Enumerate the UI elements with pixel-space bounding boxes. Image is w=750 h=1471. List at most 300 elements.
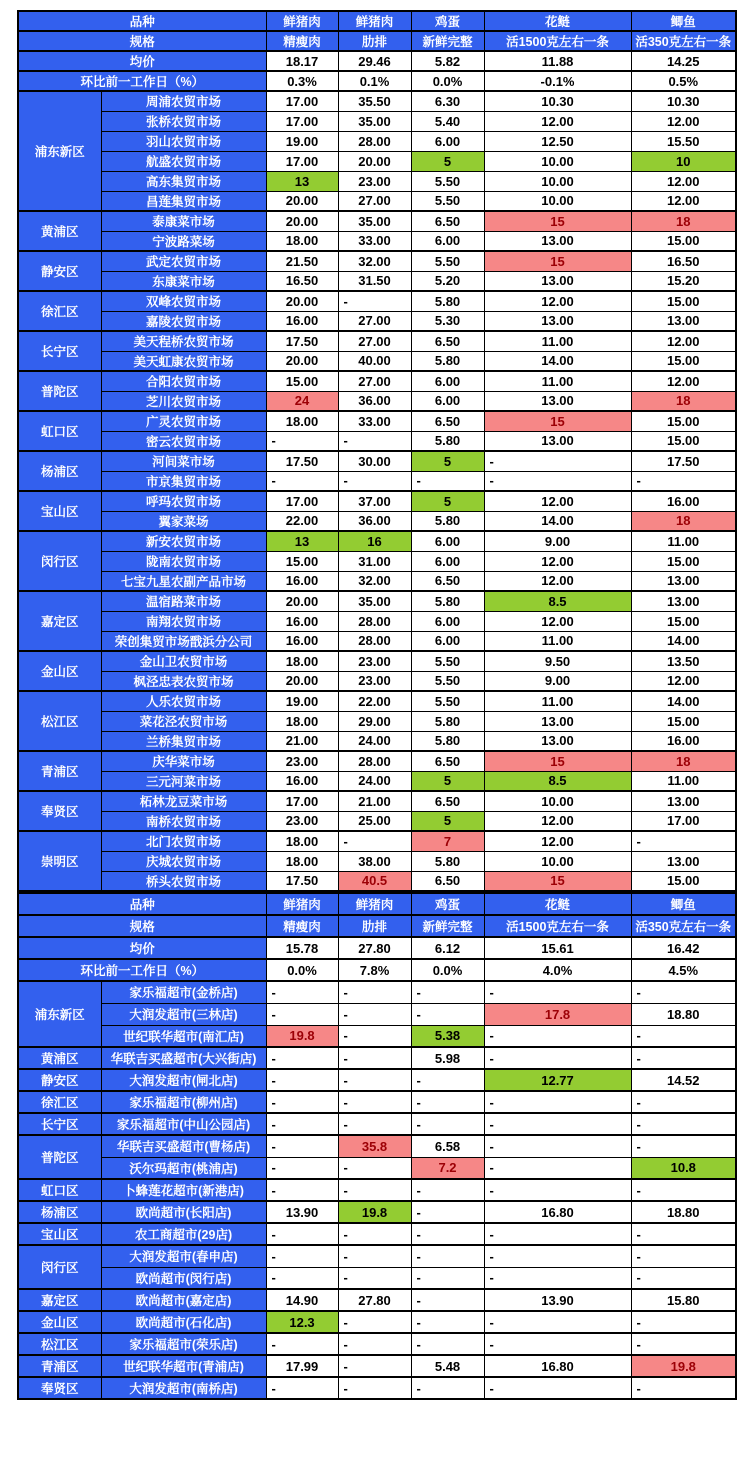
table-row xyxy=(18,511,736,531)
price-cell: - xyxy=(631,1245,736,1267)
table-row xyxy=(18,591,736,611)
price-cell: 32.00 xyxy=(338,251,411,271)
price-cell: 17.00 xyxy=(266,151,338,171)
price-cell: 13.50 xyxy=(631,651,736,671)
district-cell: 松江区 xyxy=(18,691,101,751)
price-cell: - xyxy=(484,1091,631,1113)
price-cell: - xyxy=(411,1333,484,1355)
price-cell: 13.00 xyxy=(484,431,631,451)
table-row xyxy=(18,1245,736,1267)
price-cell: 13.00 xyxy=(631,851,736,871)
price-cell: 22.00 xyxy=(266,511,338,531)
price-cell: - xyxy=(338,1157,411,1179)
table-row xyxy=(18,211,736,231)
market-name-cell: 华联吉买盛超市(曹杨店) xyxy=(101,1135,266,1157)
price-cell: 12.77 xyxy=(484,1069,631,1091)
price-cell: 5 xyxy=(411,151,484,171)
market-name-cell: 美天程桥农贸市场 xyxy=(101,331,266,351)
price-cell: - xyxy=(338,1355,411,1377)
market-name-cell: 温宿路菜市场 xyxy=(101,591,266,611)
price-cell: 17.00 xyxy=(266,111,338,131)
price-cell: - xyxy=(266,1377,338,1399)
price-cell: 6.50 xyxy=(411,571,484,591)
price-cell: 23.00 xyxy=(338,651,411,671)
district-cell: 徐汇区 xyxy=(18,291,101,331)
price-cell: 16.80 xyxy=(484,1201,631,1223)
summary-value-cell: 0.0% xyxy=(411,959,484,981)
market-name-cell: 羽山农贸市场 xyxy=(101,131,266,151)
price-cell: 15 xyxy=(484,871,631,891)
price-cell: 11.00 xyxy=(484,371,631,391)
price-cell: - xyxy=(484,1377,631,1399)
district-cell: 奉贤区 xyxy=(18,1377,101,1399)
table-row xyxy=(18,251,736,271)
price-cell: 5.50 xyxy=(411,691,484,711)
price-cell: 7 xyxy=(411,831,484,851)
price-cell: 11.00 xyxy=(484,691,631,711)
market-name-cell: 昌莲集贸市场 xyxy=(101,191,266,211)
price-cell: 10.00 xyxy=(484,791,631,811)
price-cell: 12.00 xyxy=(484,551,631,571)
summary-value-cell: 6.12 xyxy=(411,937,484,959)
price-cell: 9.00 xyxy=(484,531,631,551)
table-row xyxy=(18,1157,736,1179)
summary-value-cell: 15.78 xyxy=(266,937,338,959)
price-cell: 6.00 xyxy=(411,631,484,651)
price-cell: 16.50 xyxy=(266,271,338,291)
price-cell: 10.30 xyxy=(631,91,736,111)
price-cell: 6.00 xyxy=(411,551,484,571)
price-cell: - xyxy=(338,431,411,451)
price-cell: 6.50 xyxy=(411,331,484,351)
header-value-cell: 活1500克左右一条 xyxy=(484,31,631,51)
table-row xyxy=(18,551,736,571)
price-cell: 13.00 xyxy=(631,591,736,611)
price-cell: 15.00 xyxy=(631,351,736,371)
price-cell: 7.2 xyxy=(411,1157,484,1179)
price-cell: - xyxy=(338,831,411,851)
price-cell: 24 xyxy=(266,391,338,411)
market-name-cell: 枫泾忠表农贸市场 xyxy=(101,671,266,691)
price-cell: - xyxy=(631,1113,736,1135)
price-cell: 13.00 xyxy=(631,791,736,811)
table-row xyxy=(18,871,736,891)
summary-value-cell: 15.61 xyxy=(484,937,631,959)
price-cell: 23.00 xyxy=(266,811,338,831)
price-cell: - xyxy=(266,1135,338,1157)
market-name-cell: 华联吉买盛超市(大兴街店) xyxy=(101,1047,266,1069)
price-cell: 19.8 xyxy=(631,1355,736,1377)
market-name-cell: 合阳农贸市场 xyxy=(101,371,266,391)
price-cell: 14.00 xyxy=(484,511,631,531)
price-cell: - xyxy=(338,1267,411,1289)
market-name-cell: 新安农贸市场 xyxy=(101,531,266,551)
header-label-cell: 环比前一工作日（%） xyxy=(18,71,266,91)
price-cell: - xyxy=(411,1289,484,1311)
district-cell: 杨浦区 xyxy=(18,1201,101,1223)
price-cell: - xyxy=(266,1267,338,1289)
price-cell: - xyxy=(338,1091,411,1113)
header-label-cell: 规格 xyxy=(18,915,266,937)
price-cell: 15 xyxy=(484,411,631,431)
price-cell: 13.90 xyxy=(484,1289,631,1311)
table-row xyxy=(18,1091,736,1113)
table-row xyxy=(18,831,736,851)
market-name-cell: 欧尚超市(闵行店) xyxy=(101,1267,266,1289)
price-cell: 10.00 xyxy=(484,171,631,191)
market-name-cell: 卜蜂莲花超市(新港店) xyxy=(101,1179,266,1201)
price-cell: - xyxy=(411,1113,484,1135)
header-label-cell: 环比前一工作日（%） xyxy=(18,959,266,981)
table-row xyxy=(18,231,736,251)
price-cell: 14.00 xyxy=(631,691,736,711)
price-cell: 6.00 xyxy=(411,231,484,251)
market-name-cell: 张桥农贸市场 xyxy=(101,111,266,131)
district-cell: 崇明区 xyxy=(18,831,101,891)
price-cell: 18.00 xyxy=(266,231,338,251)
price-cell: 27.80 xyxy=(338,1289,411,1311)
price-cell: 31.50 xyxy=(338,271,411,291)
market-name-cell: 兰桥集贸市场 xyxy=(101,731,266,751)
market-name-cell: 翼家菜场 xyxy=(101,511,266,531)
summary-value-cell: 0.3% xyxy=(266,71,338,91)
summary-value-cell: 18.17 xyxy=(266,51,338,71)
header-row xyxy=(18,31,736,51)
market-name-cell: 菜花泾农贸市场 xyxy=(101,711,266,731)
table-row xyxy=(18,451,736,471)
price-cell: - xyxy=(266,1091,338,1113)
header-value-cell: 肋排 xyxy=(338,31,411,51)
price-cell: 5.80 xyxy=(411,711,484,731)
table-row xyxy=(18,811,736,831)
price-cell: 5 xyxy=(411,811,484,831)
table-row xyxy=(18,611,736,631)
table-row xyxy=(18,151,736,171)
header-value-cell: 鲜猪肉 xyxy=(266,893,338,915)
price-cell: 16.50 xyxy=(631,251,736,271)
price-cell: 10.00 xyxy=(484,851,631,871)
summary-value-cell: 5.82 xyxy=(411,51,484,71)
market-name-cell: 美天虹康农贸市场 xyxy=(101,351,266,371)
header-value-cell: 花鲢 xyxy=(484,893,631,915)
header-label-cell: 品种 xyxy=(18,893,266,915)
market-name-cell: 周浦农贸市场 xyxy=(101,91,266,111)
table-row xyxy=(18,351,736,371)
summary-value-cell: 4.0% xyxy=(484,959,631,981)
table-row xyxy=(18,1179,736,1201)
table-row xyxy=(18,171,736,191)
price-cell: - xyxy=(338,1047,411,1069)
market-name-cell: 欧尚超市(长阳店) xyxy=(101,1201,266,1223)
price-cell: 17.8 xyxy=(484,1003,631,1025)
market-name-cell: 沃尔玛超市(桃浦店) xyxy=(101,1157,266,1179)
summary-value-cell: 4.5% xyxy=(631,959,736,981)
price-cell: 11.00 xyxy=(484,631,631,651)
price-cell: 15.00 xyxy=(631,431,736,451)
price-cell: 12.00 xyxy=(631,371,736,391)
price-cell: - xyxy=(266,1003,338,1025)
price-cell: - xyxy=(338,1025,411,1047)
price-cell: 33.00 xyxy=(338,411,411,431)
price-cell: 20.00 xyxy=(266,671,338,691)
price-cell: 23.00 xyxy=(338,171,411,191)
price-cell: 37.00 xyxy=(338,491,411,511)
price-cell: 27.00 xyxy=(338,331,411,351)
price-cell: 15 xyxy=(484,751,631,771)
price-cell: - xyxy=(266,471,338,491)
price-cell: - xyxy=(266,1047,338,1069)
district-cell: 虹口区 xyxy=(18,411,101,451)
district-cell: 杨浦区 xyxy=(18,451,101,491)
table-row xyxy=(18,1289,736,1311)
price-cell: 13.00 xyxy=(631,311,736,331)
table-row xyxy=(18,371,736,391)
price-cell: 10.30 xyxy=(484,91,631,111)
price-cell: 18 xyxy=(631,391,736,411)
price-cell: 23.00 xyxy=(338,671,411,691)
price-cell: - xyxy=(266,981,338,1003)
market-name-cell: 东康菜市场 xyxy=(101,271,266,291)
price-cell: 17.50 xyxy=(631,451,736,471)
market-name-cell: 欧尚超市(石化店) xyxy=(101,1311,266,1333)
price-cell: 5.50 xyxy=(411,671,484,691)
header-value-cell: 活350克左右一条 xyxy=(631,31,736,51)
price-cell: 15 xyxy=(484,251,631,271)
header-row xyxy=(18,893,736,915)
price-cell: - xyxy=(411,1091,484,1113)
market-name-cell: 家乐福超市(中山公园店) xyxy=(101,1113,266,1135)
table-row xyxy=(18,131,736,151)
price-cell: - xyxy=(631,1311,736,1333)
price-cell: 15.00 xyxy=(631,871,736,891)
price-cell: - xyxy=(338,1245,411,1267)
header-row xyxy=(18,51,736,71)
price-cell: 40.00 xyxy=(338,351,411,371)
price-cell: 21.00 xyxy=(338,791,411,811)
district-cell: 静安区 xyxy=(18,251,101,291)
price-cell: - xyxy=(338,471,411,491)
market-name-cell: 家乐福超市(荣乐店) xyxy=(101,1333,266,1355)
price-cell: - xyxy=(411,981,484,1003)
table-row xyxy=(18,1355,736,1377)
price-cell: 11.00 xyxy=(484,331,631,351)
header-value-cell: 鸡蛋 xyxy=(411,11,484,31)
summary-value-cell: 0.5% xyxy=(631,71,736,91)
price-cell: 16.00 xyxy=(266,771,338,791)
price-cell: 6.58 xyxy=(411,1135,484,1157)
price-cell: - xyxy=(631,1179,736,1201)
price-cell: 11.00 xyxy=(631,531,736,551)
market-name-cell: 大润发超市(南桥店) xyxy=(101,1377,266,1399)
price-cell: - xyxy=(266,1157,338,1179)
price-cell: - xyxy=(411,1201,484,1223)
district-cell: 嘉定区 xyxy=(18,591,101,651)
header-value-cell: 精瘦肉 xyxy=(266,915,338,937)
price-cell: - xyxy=(338,291,411,311)
price-cell: 20.00 xyxy=(266,591,338,611)
district-cell: 闵行区 xyxy=(18,531,101,591)
district-cell: 嘉定区 xyxy=(18,1289,101,1311)
price-cell: - xyxy=(631,1377,736,1399)
price-cell: 15.00 xyxy=(631,411,736,431)
price-cell: - xyxy=(631,981,736,1003)
price-cell: - xyxy=(631,831,736,851)
district-cell: 青浦区 xyxy=(18,751,101,791)
table-row xyxy=(18,671,736,691)
price-cell: 35.8 xyxy=(338,1135,411,1157)
price-cell: 21.50 xyxy=(266,251,338,271)
price-cell: 12.00 xyxy=(484,111,631,131)
price-cell: 15.00 xyxy=(631,291,736,311)
table-row xyxy=(18,311,736,331)
price-cell: 5.38 xyxy=(411,1025,484,1047)
price-cell: 15.20 xyxy=(631,271,736,291)
district-cell: 奉贤区 xyxy=(18,791,101,831)
district-cell: 金山区 xyxy=(18,1311,101,1333)
price-cell: 6.00 xyxy=(411,391,484,411)
price-cell: 28.00 xyxy=(338,751,411,771)
price-cell: 5.40 xyxy=(411,111,484,131)
header-value-cell: 鲜猪肉 xyxy=(338,893,411,915)
price-cell: 15 xyxy=(484,211,631,231)
price-cell: 28.00 xyxy=(338,131,411,151)
price-cell: 15.00 xyxy=(631,611,736,631)
price-cell: - xyxy=(411,1267,484,1289)
header-row xyxy=(18,71,736,91)
table-row xyxy=(18,1003,736,1025)
price-cell: 19.00 xyxy=(266,691,338,711)
district-cell: 浦东新区 xyxy=(18,91,101,211)
price-cell: - xyxy=(484,1047,631,1069)
price-cell: 14.00 xyxy=(631,631,736,651)
summary-value-cell: 0.0% xyxy=(266,959,338,981)
header-label-cell: 均价 xyxy=(18,51,266,71)
price-cell: 16.00 xyxy=(631,731,736,751)
price-cell: 9.00 xyxy=(484,671,631,691)
table-row xyxy=(18,981,736,1003)
table-row xyxy=(18,111,736,131)
table-row xyxy=(18,791,736,811)
price-cell: 13.00 xyxy=(484,731,631,751)
price-cell: 32.00 xyxy=(338,571,411,591)
price-cell: - xyxy=(338,1179,411,1201)
price-cell: 19.00 xyxy=(266,131,338,151)
table-row xyxy=(18,1311,736,1333)
summary-value-cell: 29.46 xyxy=(338,51,411,71)
price-cell: 5.80 xyxy=(411,291,484,311)
price-cell: - xyxy=(631,1025,736,1047)
district-cell: 黄浦区 xyxy=(18,211,101,251)
market-name-cell: 庆城农贸市场 xyxy=(101,851,266,871)
header-label-cell: 均价 xyxy=(18,937,266,959)
price-cell: - xyxy=(484,451,631,471)
price-cell: 6.00 xyxy=(411,611,484,631)
market-name-cell: 荣创集贸市场戬浜分公司 xyxy=(101,631,266,651)
table-row xyxy=(18,771,736,791)
header-row xyxy=(18,937,736,959)
price-cell: 23.00 xyxy=(266,751,338,771)
header-value-cell: 鲜猪肉 xyxy=(338,11,411,31)
price-cell: 13 xyxy=(266,531,338,551)
price-cell: - xyxy=(266,1245,338,1267)
price-cell: - xyxy=(484,1135,631,1157)
price-cell: 17.00 xyxy=(631,811,736,831)
price-cell: 17.99 xyxy=(266,1355,338,1377)
district-cell: 普陀区 xyxy=(18,1135,101,1179)
price-cell: 16.00 xyxy=(266,311,338,331)
district-cell: 宝山区 xyxy=(18,1223,101,1245)
market-name-cell: 广灵农贸市场 xyxy=(101,411,266,431)
price-cell: - xyxy=(411,1179,484,1201)
market-name-cell: 双峰农贸市场 xyxy=(101,291,266,311)
table-row xyxy=(18,1201,736,1223)
price-cell: 5.80 xyxy=(411,731,484,751)
market-name-cell: 河间菜市场 xyxy=(101,451,266,471)
district-cell: 普陀区 xyxy=(18,371,101,411)
price-cell: - xyxy=(411,1069,484,1091)
price-cell: - xyxy=(484,1157,631,1179)
price-cell: 5.80 xyxy=(411,851,484,871)
price-cell: - xyxy=(484,1025,631,1047)
price-cell: 10 xyxy=(631,151,736,171)
price-report xyxy=(17,10,735,1400)
price-cell: 12.00 xyxy=(484,611,631,631)
price-cell: 5.80 xyxy=(411,511,484,531)
price-cell: - xyxy=(411,471,484,491)
price-cell: 35.50 xyxy=(338,91,411,111)
price-cell: 13.00 xyxy=(484,711,631,731)
price-cell: 36.00 xyxy=(338,511,411,531)
price-cell: 16.00 xyxy=(266,611,338,631)
price-cell: - xyxy=(338,1069,411,1091)
price-cell: - xyxy=(631,1091,736,1113)
price-cell: 19.8 xyxy=(338,1201,411,1223)
header-value-cell: 鸡蛋 xyxy=(411,893,484,915)
price-cell: - xyxy=(338,1113,411,1135)
price-cell: - xyxy=(484,1333,631,1355)
header-value-cell: 花鲢 xyxy=(484,11,631,31)
price-cell: 14.00 xyxy=(484,351,631,371)
district-cell: 宝山区 xyxy=(18,491,101,531)
table-row xyxy=(18,1069,736,1091)
table-row xyxy=(18,851,736,871)
price-cell: 5.48 xyxy=(411,1355,484,1377)
price-cell: 8.5 xyxy=(484,771,631,791)
table-row xyxy=(18,411,736,431)
summary-value-cell: -0.1% xyxy=(484,71,631,91)
price-cell: 5.80 xyxy=(411,431,484,451)
price-cell: 14.52 xyxy=(631,1069,736,1091)
market-name-cell: 市京集贸市场 xyxy=(101,471,266,491)
table-row xyxy=(18,431,736,451)
price-cell: 18.00 xyxy=(266,851,338,871)
price-cell: - xyxy=(631,1223,736,1245)
price-cell: - xyxy=(411,1003,484,1025)
price-cell: 18 xyxy=(631,511,736,531)
header-value-cell: 鲫鱼 xyxy=(631,11,736,31)
table-row xyxy=(18,331,736,351)
price-cell: 12.3 xyxy=(266,1311,338,1333)
price-cell: - xyxy=(411,1245,484,1267)
market-name-cell: 陇南农贸市场 xyxy=(101,551,266,571)
market-name-cell: 大润发超市(三林店) xyxy=(101,1003,266,1025)
table-row xyxy=(18,471,736,491)
market-name-cell: 芝川农贸市场 xyxy=(101,391,266,411)
price-cell: 12.00 xyxy=(631,191,736,211)
price-cell: 17.50 xyxy=(266,331,338,351)
price-cell: - xyxy=(484,1311,631,1333)
price-cell: - xyxy=(631,1135,736,1157)
